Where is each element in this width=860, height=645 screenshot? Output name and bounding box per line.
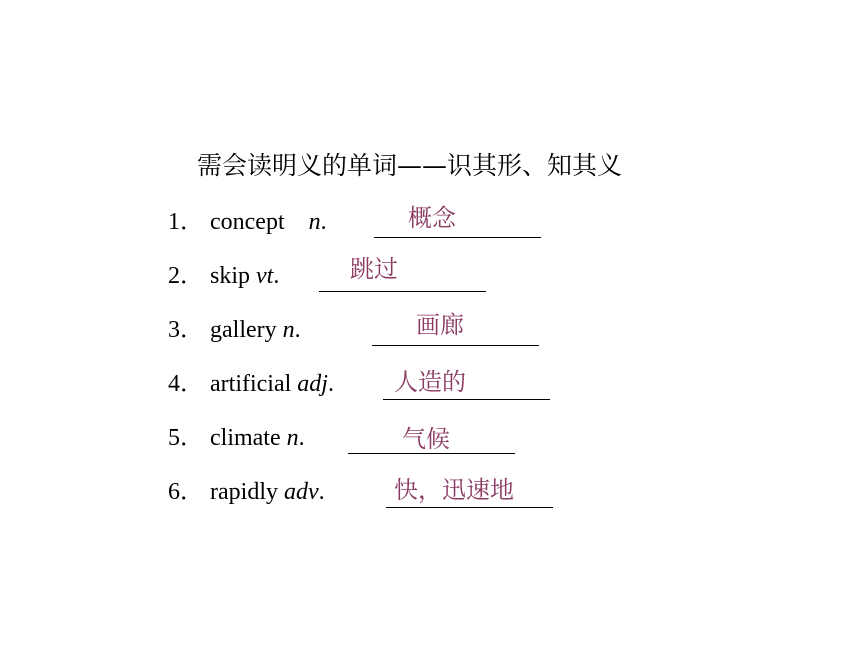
item-word: gallery xyxy=(210,317,277,343)
vocab-item-6 xyxy=(168,472,325,512)
item-word: rapidly xyxy=(210,479,278,505)
item-number: 4． xyxy=(168,371,204,397)
item-pos: n xyxy=(286,425,299,451)
vocab-item-5 xyxy=(168,418,305,458)
item-number: 3． xyxy=(168,317,204,343)
item-pos-dot: . xyxy=(327,371,334,397)
vocab-item-4 xyxy=(168,364,334,404)
item-word: skip xyxy=(210,263,251,289)
item-word: climate xyxy=(210,425,281,451)
answer-text-2: 跳过 xyxy=(350,255,398,283)
item-pos-dot: . xyxy=(318,479,325,505)
answer-text-5: 气候 xyxy=(402,425,450,453)
worksheet-title: 需会读明义的单词——识其形、知其义 xyxy=(197,151,623,180)
item-word: concept xyxy=(210,209,285,235)
answer-text-3: 画廊 xyxy=(416,311,464,339)
vocab-item-2 xyxy=(168,256,279,296)
item-number: 1． xyxy=(168,209,204,235)
item-number: 6． xyxy=(168,479,204,505)
item-pos: adv xyxy=(283,479,319,505)
item-pos-dot: . xyxy=(320,209,327,235)
answer-text-6: 快，迅速地 xyxy=(394,476,514,504)
item-sep xyxy=(285,209,309,235)
item-pos: n xyxy=(282,317,295,343)
item-pos: adj xyxy=(297,371,328,397)
item-pos: vt xyxy=(256,263,274,289)
item-word: artificial xyxy=(210,371,292,397)
answer-text-4: 人造的 xyxy=(394,368,466,396)
item-pos: n xyxy=(308,209,321,235)
answer-text-1: 概念 xyxy=(408,204,456,232)
vocab-item-1 xyxy=(168,202,327,242)
item-number: 5． xyxy=(168,425,204,451)
answer-blank-1[interactable] xyxy=(374,207,541,238)
item-pos-dot: . xyxy=(294,317,301,343)
item-pos-dot: . xyxy=(273,263,280,289)
vocab-item-3 xyxy=(168,310,301,350)
item-pos-dot: . xyxy=(298,425,305,451)
item-number: 2． xyxy=(168,263,204,289)
answer-blank-2[interactable] xyxy=(319,261,486,292)
